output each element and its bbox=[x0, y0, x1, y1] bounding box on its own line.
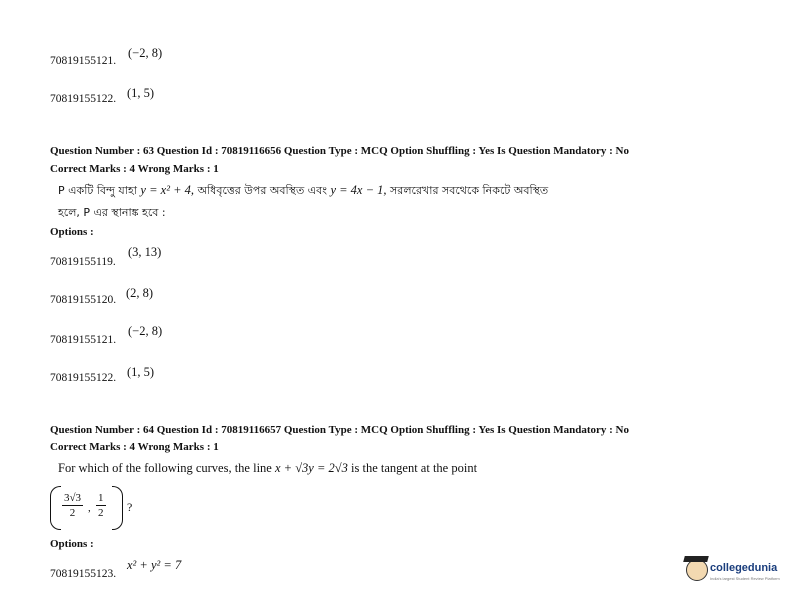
numerator: 3√3 bbox=[64, 492, 82, 504]
option-value: (1, 5) bbox=[127, 86, 155, 100]
equation: y = 4x − 1, bbox=[330, 183, 387, 197]
denominator: 2 bbox=[98, 507, 104, 519]
mascot-face-icon bbox=[686, 559, 708, 581]
fraction bbox=[62, 491, 83, 520]
question-text-part: সরলরেখার সবথেকে নিকটে অবস্থিত bbox=[386, 184, 549, 197]
right-parenthesis bbox=[112, 486, 123, 530]
option-id: 70819155123. bbox=[50, 568, 117, 580]
option-value: (2, 8) bbox=[126, 286, 154, 300]
equation: x + √3y = 2√3 bbox=[274, 461, 348, 475]
question-marks: Correct Marks : 4 Wrong Marks : 1 bbox=[50, 163, 219, 175]
numerator: 1 bbox=[98, 492, 104, 504]
denominator: 2 bbox=[69, 507, 76, 519]
option-id: 70819155122. bbox=[50, 372, 117, 384]
question-text-line2: হলে, P এর স্থানাঙ্ক হবে : bbox=[58, 206, 166, 219]
question-text-part: For which of the following curves, the line bbox=[58, 461, 275, 475]
option-value: x² + y² = 7 bbox=[127, 558, 182, 572]
question-text-part: P একটি বিন্দু যাহা bbox=[58, 184, 141, 197]
collegedunia-logo bbox=[686, 556, 782, 586]
option-value: (−2, 8) bbox=[128, 324, 163, 338]
option-value: (3, 13) bbox=[128, 245, 162, 259]
fraction bbox=[96, 491, 106, 520]
options-label: Options : bbox=[50, 226, 94, 238]
question-text-part: is the tangent at the point bbox=[347, 461, 478, 475]
comma: , bbox=[88, 502, 91, 514]
option-id: 70819155120. bbox=[50, 294, 117, 306]
question-header: Question Number : 63 Question Id : 70819116656 Question Type : MCQ Option Shuffling : Yes Is Question Mandatory : No bbox=[50, 145, 629, 157]
question-header: Question Number : 64 Question Id : 70819116657 Question Type : MCQ Option Shuffling : Yes Is Question Mandatory : No bbox=[50, 424, 629, 436]
option-id: 70819155121. bbox=[50, 334, 117, 346]
equation: y = x² + 4, bbox=[140, 183, 195, 197]
option-id: 70819155121. bbox=[50, 55, 117, 67]
question-mark: ? bbox=[127, 500, 133, 514]
options-label: Options : bbox=[50, 538, 94, 550]
question-text-part: অধিবৃত্তের উপর অবস্থিত এবং bbox=[194, 184, 331, 197]
point-coordinates bbox=[50, 486, 140, 532]
graduation-cap-icon bbox=[683, 556, 709, 562]
option-value: (1, 5) bbox=[127, 365, 155, 379]
question-marks: Correct Marks : 4 Wrong Marks : 1 bbox=[50, 441, 219, 453]
logo-tagline: India's largest Student Review Platform bbox=[710, 576, 780, 581]
question-text bbox=[58, 461, 477, 476]
left-parenthesis bbox=[50, 486, 61, 530]
option-id: 70819155119. bbox=[50, 256, 116, 268]
option-id: 70819155122. bbox=[50, 93, 117, 105]
question-text bbox=[58, 182, 548, 201]
logo-name: collegedunia bbox=[710, 562, 778, 574]
option-value: (−2, 8) bbox=[128, 46, 163, 60]
